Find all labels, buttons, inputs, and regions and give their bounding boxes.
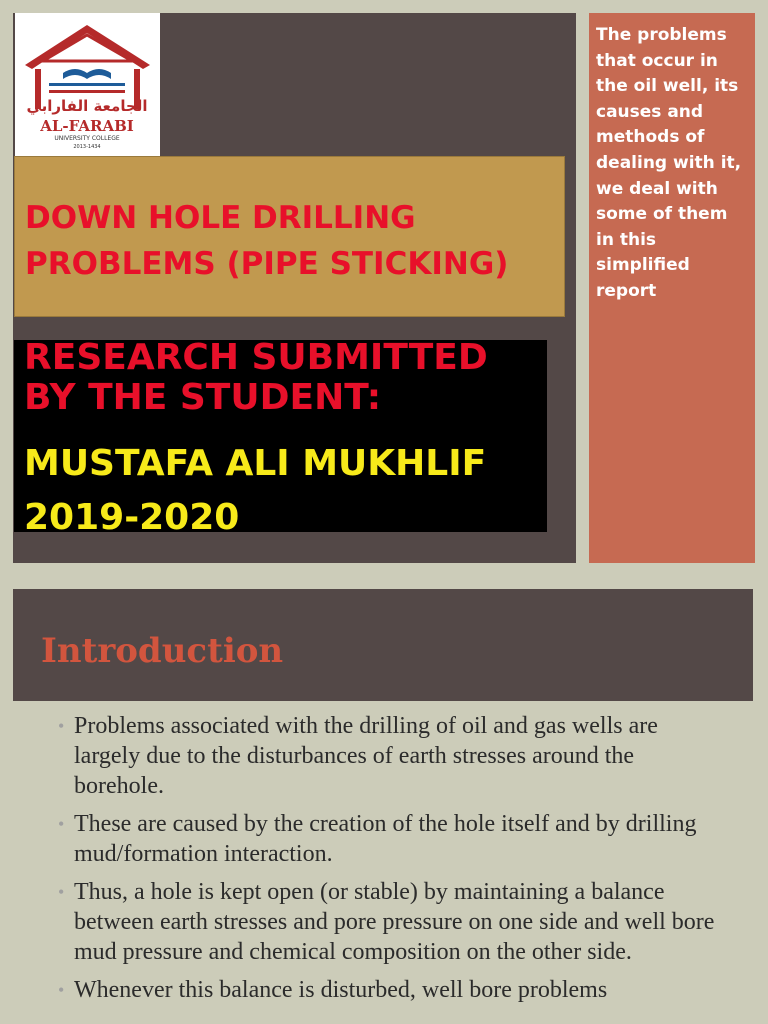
logo-year-code: 2013-1434 bbox=[73, 144, 101, 150]
bullet-text: Problems associated with the drilling of oil and gas wells are largely due to the disturbances of earth stresses around the borehole. bbox=[74, 713, 658, 799]
book-icon bbox=[63, 69, 111, 79]
presentation-title bbox=[25, 195, 554, 287]
bullet-dot-icon: • bbox=[58, 716, 65, 736]
bullet-dot-icon: • bbox=[58, 980, 65, 1000]
submission-line-2: BY THE STUDENT: bbox=[24, 377, 382, 418]
bullet-item bbox=[58, 809, 718, 869]
introduction-bullet-list bbox=[58, 711, 718, 1013]
bullet-text: Thus, a hole is kept open (or stable) by maintaining a balance between earth stresses and pore pressure on one side and well bore mud pressure and chemical composition on the other side. bbox=[74, 879, 715, 965]
university-logo bbox=[15, 13, 160, 156]
introduction-header bbox=[13, 589, 753, 701]
submission-box bbox=[14, 337, 547, 538]
logo-bar-2 bbox=[49, 90, 125, 93]
academic-years: 2019-2020 bbox=[24, 497, 240, 538]
title-line-2: PROBLEMS (PIPE STICKING) bbox=[25, 246, 509, 282]
logo-graphic bbox=[15, 13, 160, 156]
side-note-text: The problems that occur in the oil well, its causes and methods of dealing with it, we deal with some of them in this simplified report bbox=[596, 25, 742, 301]
title-box bbox=[14, 156, 565, 317]
introduction-heading: Introduction bbox=[41, 631, 284, 671]
submission-line-1: RESEARCH SUBMITTED bbox=[24, 337, 488, 378]
bullet-item bbox=[58, 877, 718, 967]
bullet-item bbox=[58, 711, 718, 801]
title-line-1: DOWN HOLE DRILLING bbox=[25, 200, 416, 236]
logo-arabic-text: الجامعة الفارابي bbox=[26, 97, 148, 115]
bullet-item bbox=[58, 975, 718, 1005]
student-name: MUSTAFA ALI MUKHLIF bbox=[24, 443, 487, 484]
bullet-text: Whenever this balance is disturbed, well bore problems bbox=[74, 977, 608, 1003]
logo-subtitle: UNIVERSITY COLLEGE bbox=[54, 135, 120, 142]
bullet-dot-icon: • bbox=[58, 814, 65, 834]
bullet-text: These are caused by the creation of the hole itself and by drilling mud/formation interaction. bbox=[74, 811, 697, 867]
bullet-dot-icon: • bbox=[58, 882, 65, 902]
side-note-panel bbox=[589, 13, 755, 563]
logo-bar-1 bbox=[49, 83, 125, 86]
logo-name: AL-FARABI bbox=[40, 117, 134, 135]
